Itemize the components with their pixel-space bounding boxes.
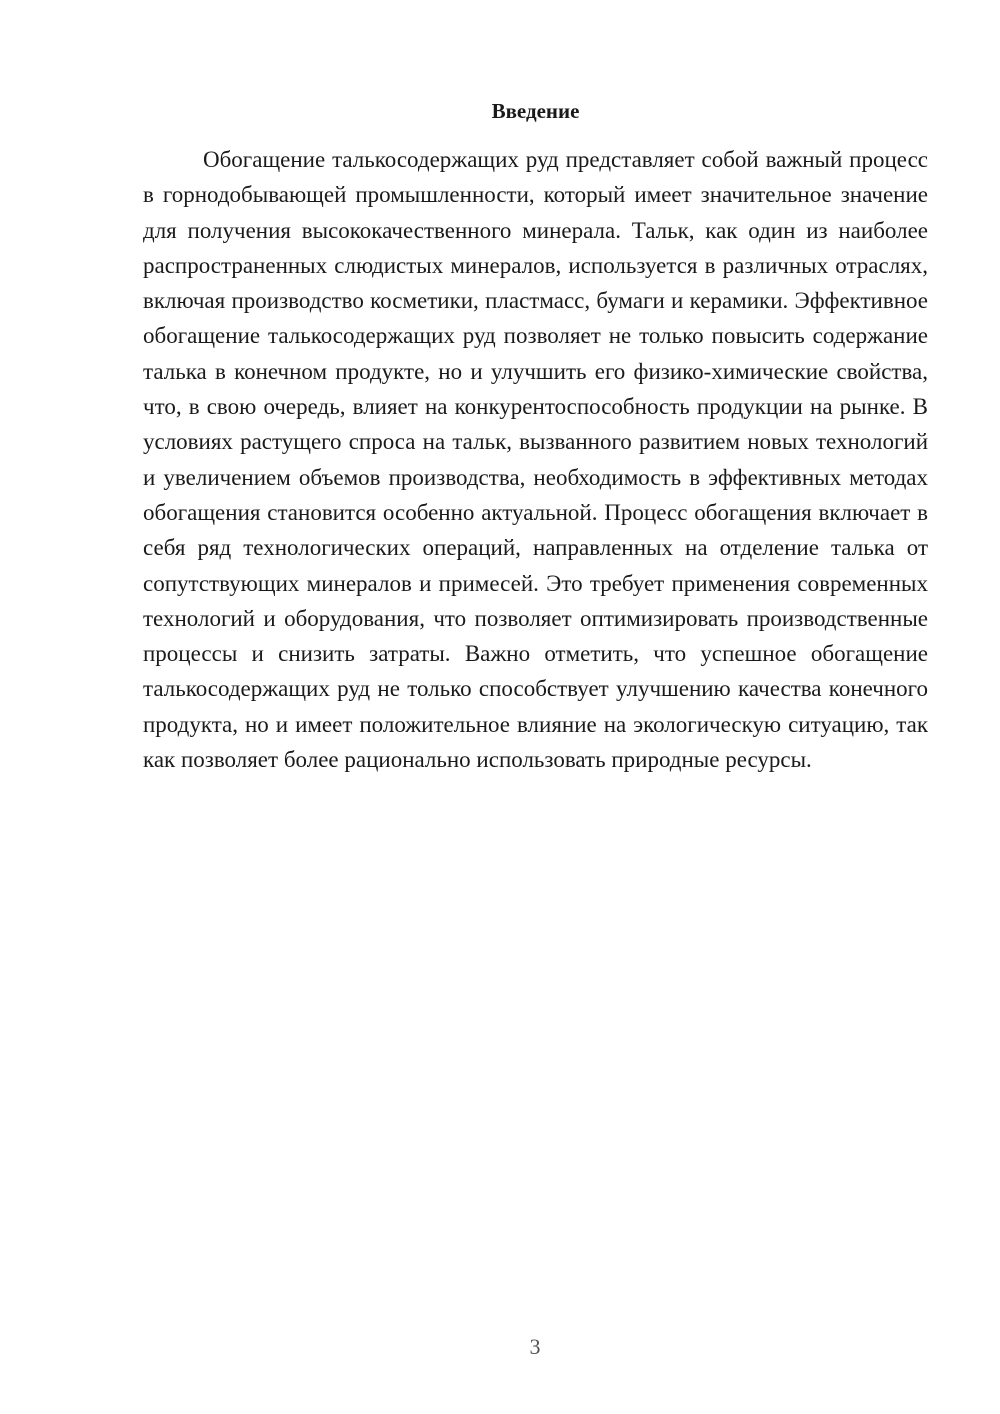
section-heading: Введение [491,99,580,123]
page-number: 3 [529,1334,541,1359]
intro-paragraph: Обогащение талькосодержащих руд представляет собой важный процесс в горнодобывающей промышленности, который имеет значительное значение для получения высококачественного минерала. Тальк, как один из наиболее распространенных слюдистых минералов, используется в различных отраслях, включая производство косметики, пластмасс, бумаги и керамики. Эффективное обогащение талькосодержащих руд позволяет не только повысить содержание талька в конечном продукте, но и улучшить его физико-химические свойства, что, в свою очередь, влияет на конкурентоспособность продукции на рынке. В условиях растущего спроса на тальк, вызванного развитием новых технологий и увеличением объемов производства, необходимость в эффективных методах обогащения становится особенно актуальной. Процесс обогащения включает в себя ряд технологических операций, направленных на отделение талька от сопутствующих минералов и примесей. Это требует применения современных технологий и оборудования, что позволяет оптимизировать производственные процессы и снизить затраты. Важно отметить, что успешное обогащение талькосодержащих руд не только способствует улучшению качества конечного продукта, но и имеет положительное влияние на экологическую ситуацию, так как позволяет более рационально использовать природные ресурсы. [143,147,928,773]
